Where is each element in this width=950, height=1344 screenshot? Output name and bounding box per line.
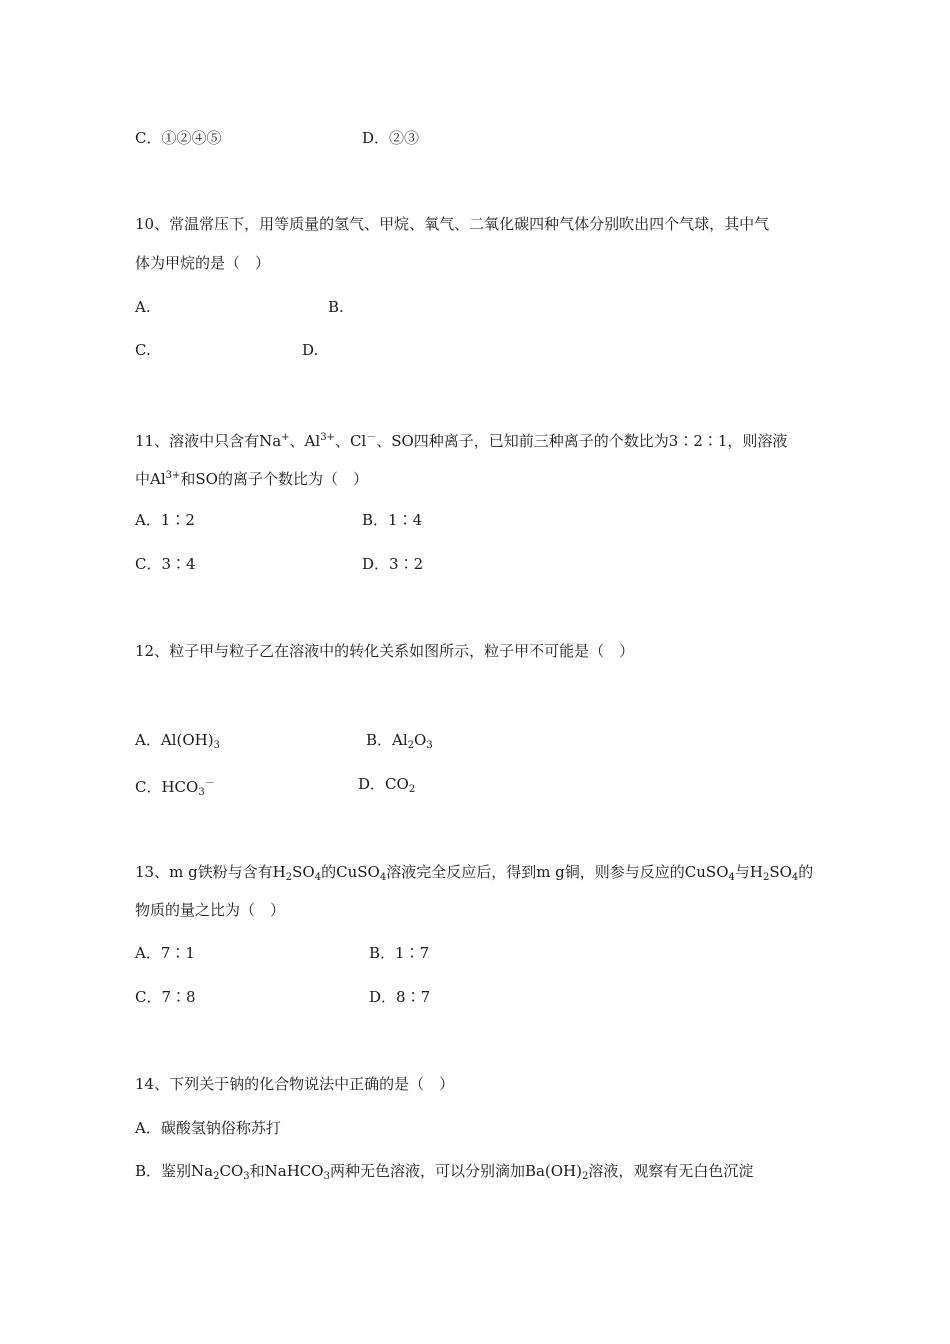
q13-stem-line2: 物质的量之比为（ ） [135, 901, 286, 919]
q14-option-b: B．鉴别$Na_2CO_3$和NaHCO$_3$两种无色溶液，可以分别滴加$Ba(OH)_2$溶液，观察有无白色沉淀 [135, 1162, 754, 1182]
q12-option-d: D．$CO_2$ [358, 775, 416, 795]
q13-stem-line1: 13、m g铁粉与含有$H_2SO_4$的CuSO$_4$溶液完全反应后，得到m g铜，则参与反应的CuSO$_4$与$H_2SO_4$的 [135, 863, 814, 883]
q12-option-b: B．$Al_2O_3$ [366, 731, 433, 751]
q11-option-c: C．3∶4 [135, 555, 196, 573]
q11-stem-line2: 中$Al^{3+}$和SO的离子个数比为（ ） [135, 470, 368, 488]
q12-option-a: A．$Al(OH)_3$ [135, 731, 220, 751]
q9-option-c: C．①②④⑤ [135, 129, 222, 147]
q14-stem: 14、下列关于钠的化合物说法中正确的是（ ） [135, 1075, 455, 1093]
q11-option-a: A．1∶2 [135, 511, 195, 529]
q9-option-d: D．②③ [362, 129, 420, 147]
q10-stem-line1: 10、常温常压下，用等质量的氢气、甲烷、氧气、二氧化碳四种气体分别吹出四个气球，其中气 [135, 215, 770, 233]
q12-stem: 12、粒子甲与粒子乙在溶液中的转化关系如图所示，粒子甲不可能是（ ） [135, 642, 635, 660]
q10-option-b: B. [328, 298, 344, 316]
q13-option-b: B．1∶7 [369, 944, 430, 962]
q11-option-d: D．3∶2 [362, 555, 424, 573]
q10-option-a: A. [135, 298, 151, 316]
q11-option-b: B．1∶4 [362, 511, 423, 529]
q10-option-d: D. [302, 341, 319, 359]
q11-stem-line1: 11、溶液中只含有Na+、$Al^{3+}$、Cl－、SO四种离子，已知前三种离子的个数比为3∶2∶1，则溶液 [135, 432, 788, 450]
q13-option-a: A．7∶1 [135, 944, 195, 962]
q12-option-c: C．$HCO_3^-$ [135, 778, 215, 798]
q10-option-c: C. [135, 341, 151, 359]
q10-stem-line2: 体为甲烷的是（ ） [135, 254, 271, 272]
q13-option-d: D．8∶7 [369, 988, 431, 1006]
q13-option-c: C．7∶8 [135, 988, 196, 1006]
q14-option-a: A．碳酸氢钠俗称苏打 [135, 1119, 281, 1137]
